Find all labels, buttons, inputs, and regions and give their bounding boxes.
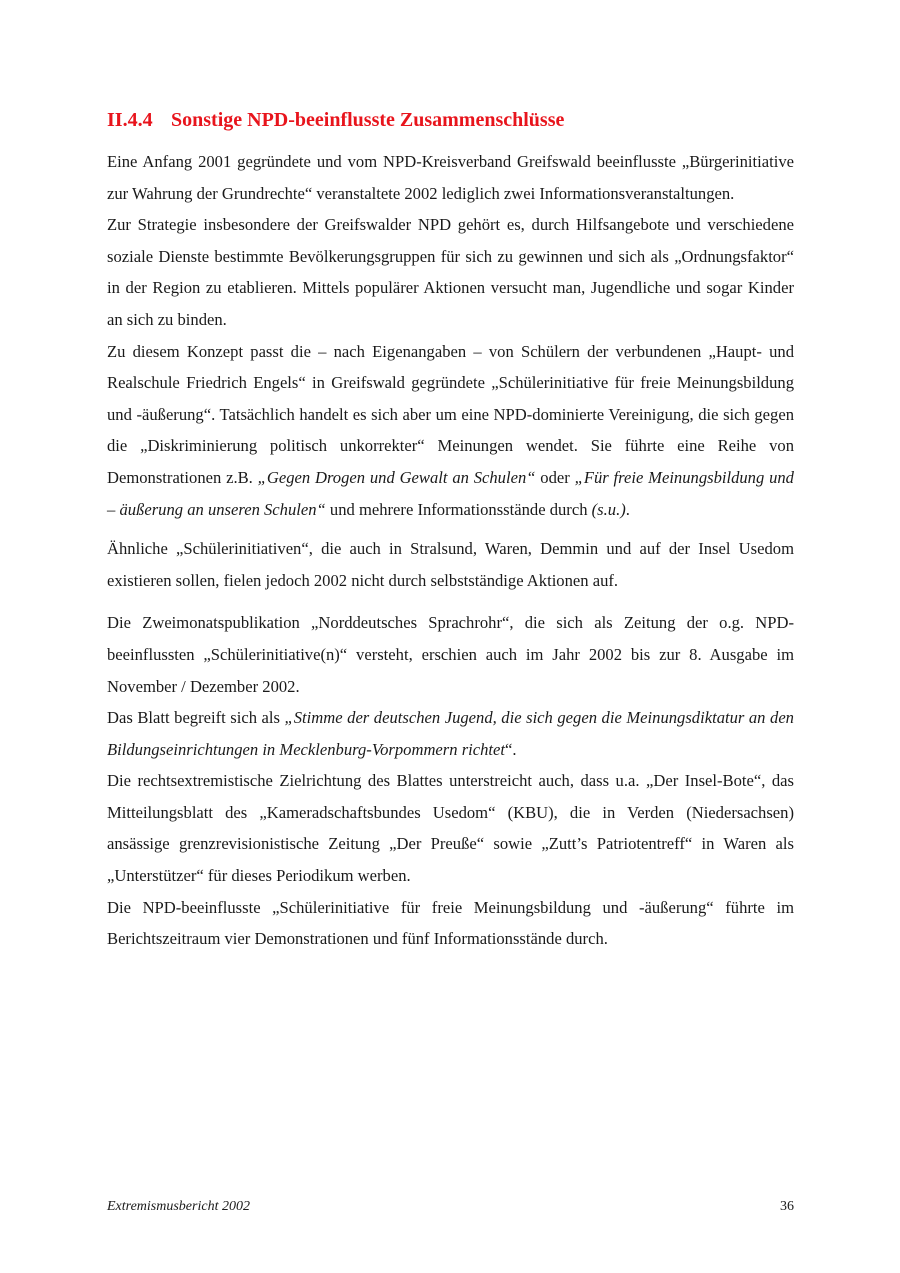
paragraph-text: . xyxy=(625,499,630,519)
section-heading xyxy=(107,106,564,134)
quote-italic: „Für freie Meinungsbildung und – äußerung an unseren Schulen“ xyxy=(107,467,794,519)
quote-italic: „Stimme der deutschen Jugend, die sich gegen die Meinungsdiktatur an den Bildungseinrichtungen in Mecklenburg-Vorpommern richtet xyxy=(107,708,794,759)
paragraph-text: und mehrere Informationsstände durch xyxy=(325,499,592,519)
paragraph-text: oder xyxy=(535,467,575,487)
section-title: Sonstige NPD-beeinflusste Zusammenschlüsse xyxy=(171,109,565,131)
paragraph: Die rechtsextremistische Zielrichtung des Blattes unterstreicht auch, dass u.a. „Der Insel-Bote“, das Mitteilungsblatt des „Kameradschaftsbundes Usedom“ (KBU), die in Verden (Niedersachsen) ansässige grenzrevisionistische Zeitung „Der Preuße“ sowie „Zutt’s Patriotentreff“ in Waren als „Unterstützer“ für dieses Periodikum werben. xyxy=(107,771,794,886)
quote-italic: „Gegen Drogen und Gewalt an Schulen“ xyxy=(257,467,536,487)
paragraph: Zur Strategie insbesondere der Greifswalder NPD gehört es, durch Hilfsangebote und verschiedene soziale Dienste bestimmte Bevölkerungsgruppen für sich zu gewinnen und sich als „Ordnungsfaktor“ in der Region zu etablieren. Mittels populärer Aktionen versucht man, Jugendliche und sogar Kinder an sich zu binden. xyxy=(107,215,794,329)
paragraph-text: Zu diesem Konzept passt die – nach Eigenangaben – von Schülern der verbundenen „Haupt- und Realschule Friedrich Engels“ in Greifswald gegründete „Schülerinitiative für freie Meinungsbildung und -äußerung“. Tatsächlich handelt es sich aber um eine NPD-dominierte Vereinigung, die sich gegen die „Diskriminierung politisch unkorrekter“ Meinungen wendet. Sie führte eine Reihe von Demonstrationen z.B. xyxy=(107,341,794,487)
section-number: II.4.4 xyxy=(107,109,153,131)
paragraph xyxy=(107,336,794,526)
paragraph: Ähnliche „Schülerinitiativen“, die auch in Stralsund, Waren, Demmin und auf der Insel Usedom existieren sollen, fielen jedoch 2002 nicht durch selbstständige Aktionen auf. xyxy=(107,539,794,590)
paragraph-text: “. xyxy=(505,739,517,759)
reference-italic: (s.u.) xyxy=(591,499,626,519)
body-text xyxy=(107,146,794,955)
document-page xyxy=(107,0,794,1273)
paragraph xyxy=(107,702,794,765)
footer-title: Extremismusbericht 2002 xyxy=(107,1199,250,1214)
paragraph: Die Zweimonatspublikation „Norddeutsches Sprachrohr“, die sich als Zeitung der o.g. NPD-beeinflussten „Schülerinitiative(n)“ versteht, erschien auch im Jahr 2002 bis zur 8. Ausgabe im November / Dezember 2002. xyxy=(107,613,794,696)
paragraph: Die NPD-beeinflusste „Schülerinitiative für freie Meinungsbildung und -äußerung“ führte im Berichtszeitraum vier Demonstrationen und fünf Informationsstände durch. xyxy=(107,897,794,949)
page-number: 36 xyxy=(780,1199,794,1214)
paragraph: Eine Anfang 2001 gegründete und vom NPD-Kreisverband Greifswald beeinflusste „Bürgerinitiative zur Wahrung der Grundrechte“ veranstaltete 2002 lediglich zwei Informationsveranstaltungen. xyxy=(107,152,794,203)
paragraph-text: Das Blatt begreift sich als xyxy=(107,708,285,728)
